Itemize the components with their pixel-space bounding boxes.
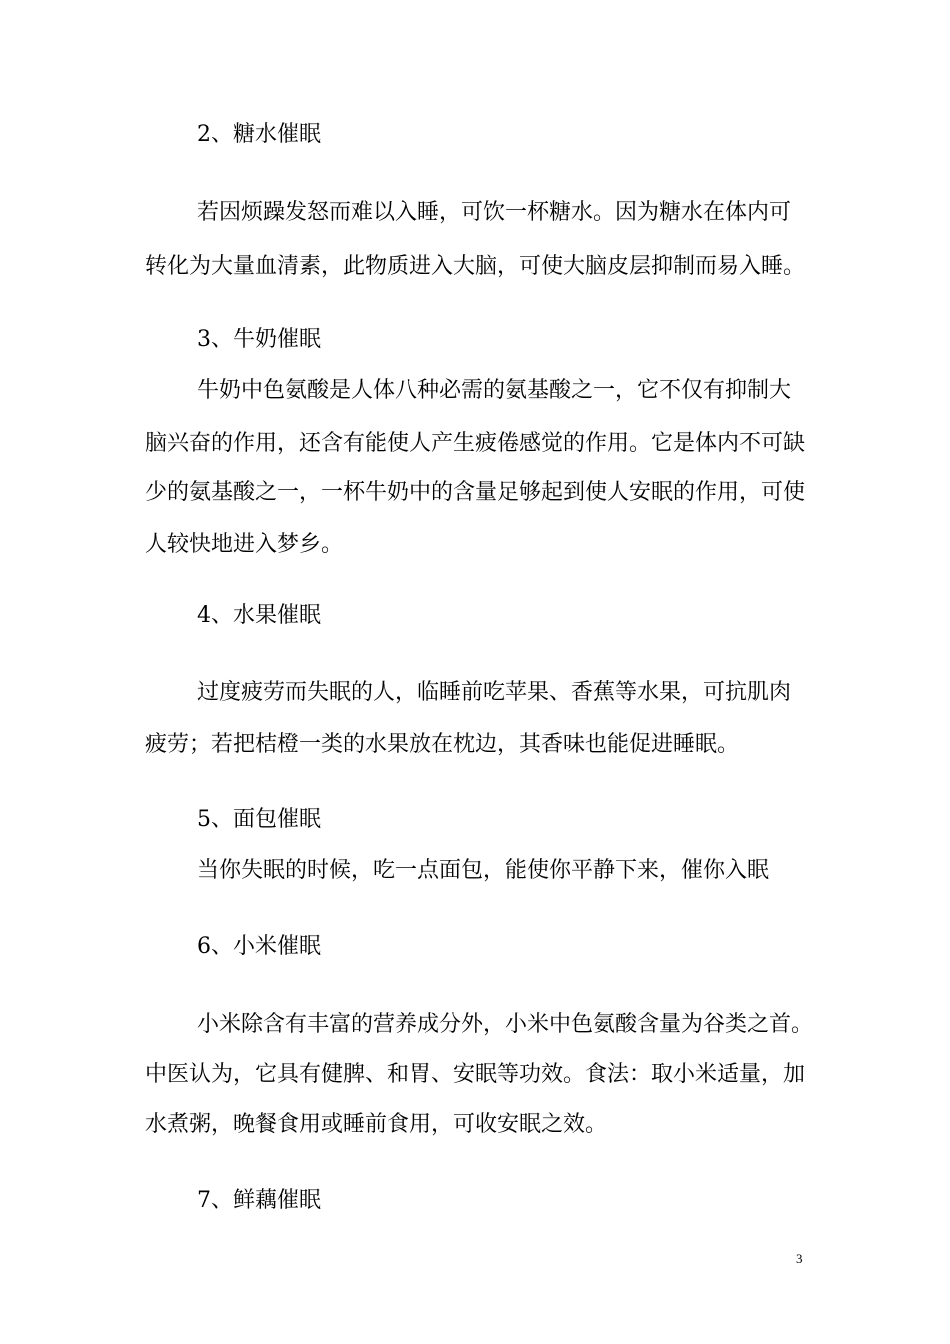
paragraph-line: 若因烦躁发怒而难以入睡，可饮一杯糖水。因为糖水在体内可 — [197, 200, 792, 225]
paragraph-line: 人较快地进入梦乡。 — [145, 532, 344, 557]
section-heading-sugar-water: 2、糖水催眠 — [197, 122, 321, 147]
paragraph-line: 脑兴奋的作用，还含有能使人产生疲倦感觉的作用。它是体内不可缺 — [145, 431, 806, 456]
paragraph-line: 当你失眠的时候，吃一点面包，能使你平静下来，催你入眠 — [197, 858, 770, 883]
section-heading-lotus-root: 7、鲜藕催眠 — [197, 1188, 321, 1213]
paragraph-line: 水煮粥，晚餐食用或睡前食用，可收安眠之效。 — [145, 1112, 608, 1137]
section-heading-bread: 5、面包催眠 — [197, 807, 321, 832]
page-number: 3 — [796, 1251, 803, 1266]
paragraph-line: 转化为大量血清素，此物质进入大脑，可使大脑皮层抑制而易入睡。 — [145, 254, 806, 279]
section-heading-milk: 3、牛奶催眠 — [197, 327, 321, 352]
paragraph-line: 小米除含有丰富的营养成分外，小米中色氨酸含量为谷类之首。 — [197, 1012, 814, 1037]
paragraph-line: 牛奶中色氨酸是人体八种必需的氨基酸之一，它不仅有抑制大 — [197, 378, 792, 403]
paragraph-line: 少的氨基酸之一，一杯牛奶中的含量足够起到使人安眠的作用，可使 — [145, 480, 806, 505]
section-heading-millet: 6、小米催眠 — [197, 934, 321, 959]
paragraph-line: 疲劳；若把桔橙一类的水果放在枕边，其香味也能促进睡眠。 — [145, 732, 740, 757]
paragraph-line: 中医认为，它具有健脾、和胃、安眠等功效。食法：取小米适量，加 — [145, 1062, 806, 1087]
paragraph-line: 过度疲劳而失眠的人，临睡前吃苹果、香蕉等水果，可抗肌肉 — [197, 680, 792, 705]
section-heading-fruit: 4、水果催眠 — [197, 603, 321, 628]
